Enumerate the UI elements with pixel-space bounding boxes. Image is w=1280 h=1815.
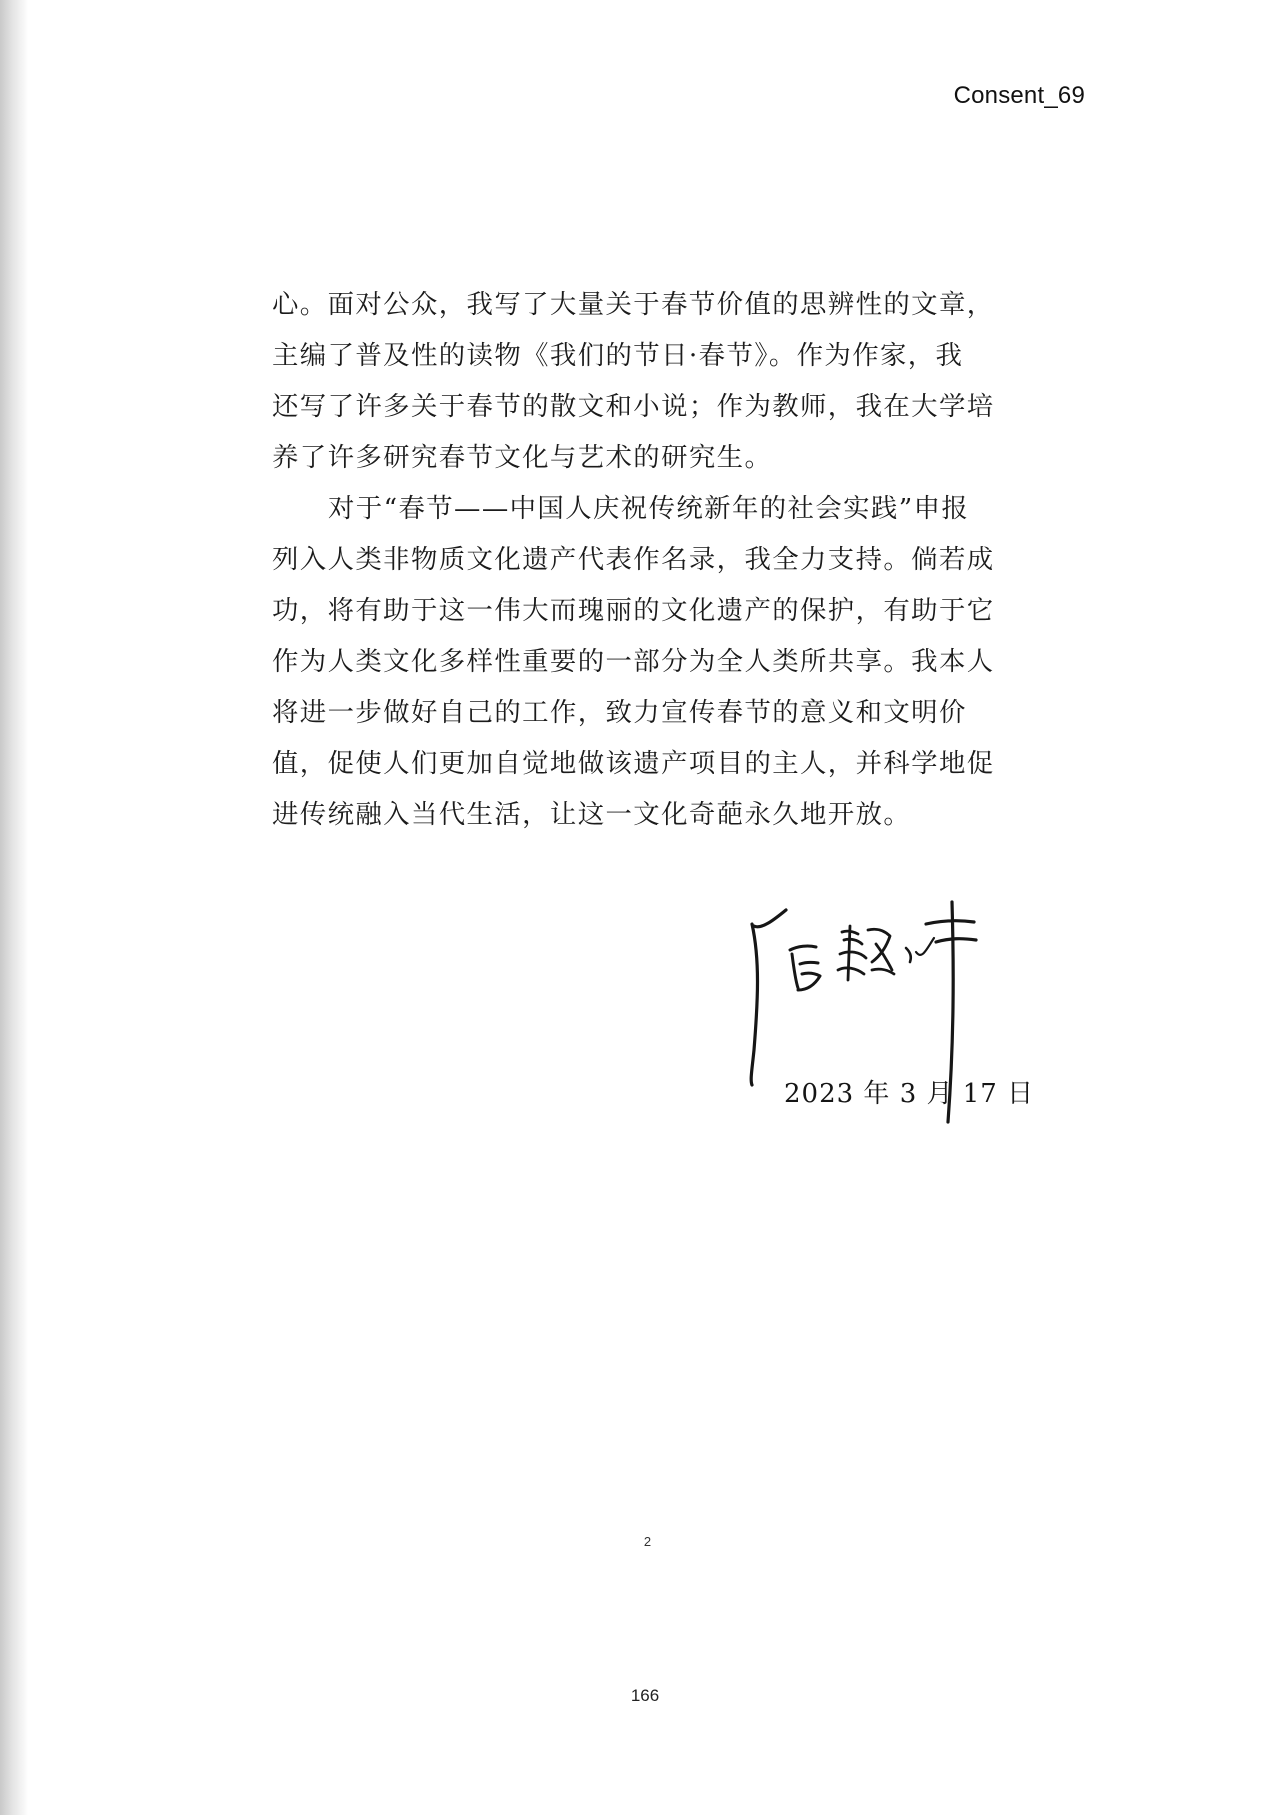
text-line: 将进一步做好自己的工作，致力宣传春节的意义和文明价 [272, 697, 967, 728]
text-line: 主编了普及性的读物《我们的节日·春节》。作为作家，我 [272, 340, 964, 371]
signature-date: 2023 年 3 月 17 日 [784, 1079, 1035, 1109]
text-line: 作为人类文化多样性重要的一部分为全人类所共享。我本人 [272, 646, 995, 677]
text-line: 还写了许多关于春节的散文和小说；作为教师，我在大学培 [272, 391, 995, 422]
text-line: 列入人类非物质文化遗产代表作名录，我全力支持。倘若成 [272, 544, 995, 575]
text-line: 功，将有助于这一伟大而瑰丽的文化遗产的保护，有助于它 [272, 595, 995, 626]
text-line: 值，促使人们更加自觉地做该遗产项目的主人，并科学地促 [272, 748, 995, 779]
text-line: 对于“春节——中国人庆祝传统新年的社会实践”申报 [328, 493, 970, 524]
document-id: Consent_69 [953, 82, 1085, 109]
text-line: 进传统融入当代生活，让这一文化奇葩永久地开放。 [272, 799, 912, 830]
text-line: 心。面对公众，我写了大量关于春节价值的思辨性的文章， [272, 289, 995, 320]
book-page-number: 166 [630, 1686, 660, 1705]
page-number: 2 [643, 1534, 652, 1549]
text-line: 养了许多研究春节文化与艺术的研究生。 [272, 442, 773, 473]
paragraph-2 [272, 483, 1004, 840]
paragraph-1 [272, 279, 1004, 483]
letter-body [272, 279, 1004, 840]
